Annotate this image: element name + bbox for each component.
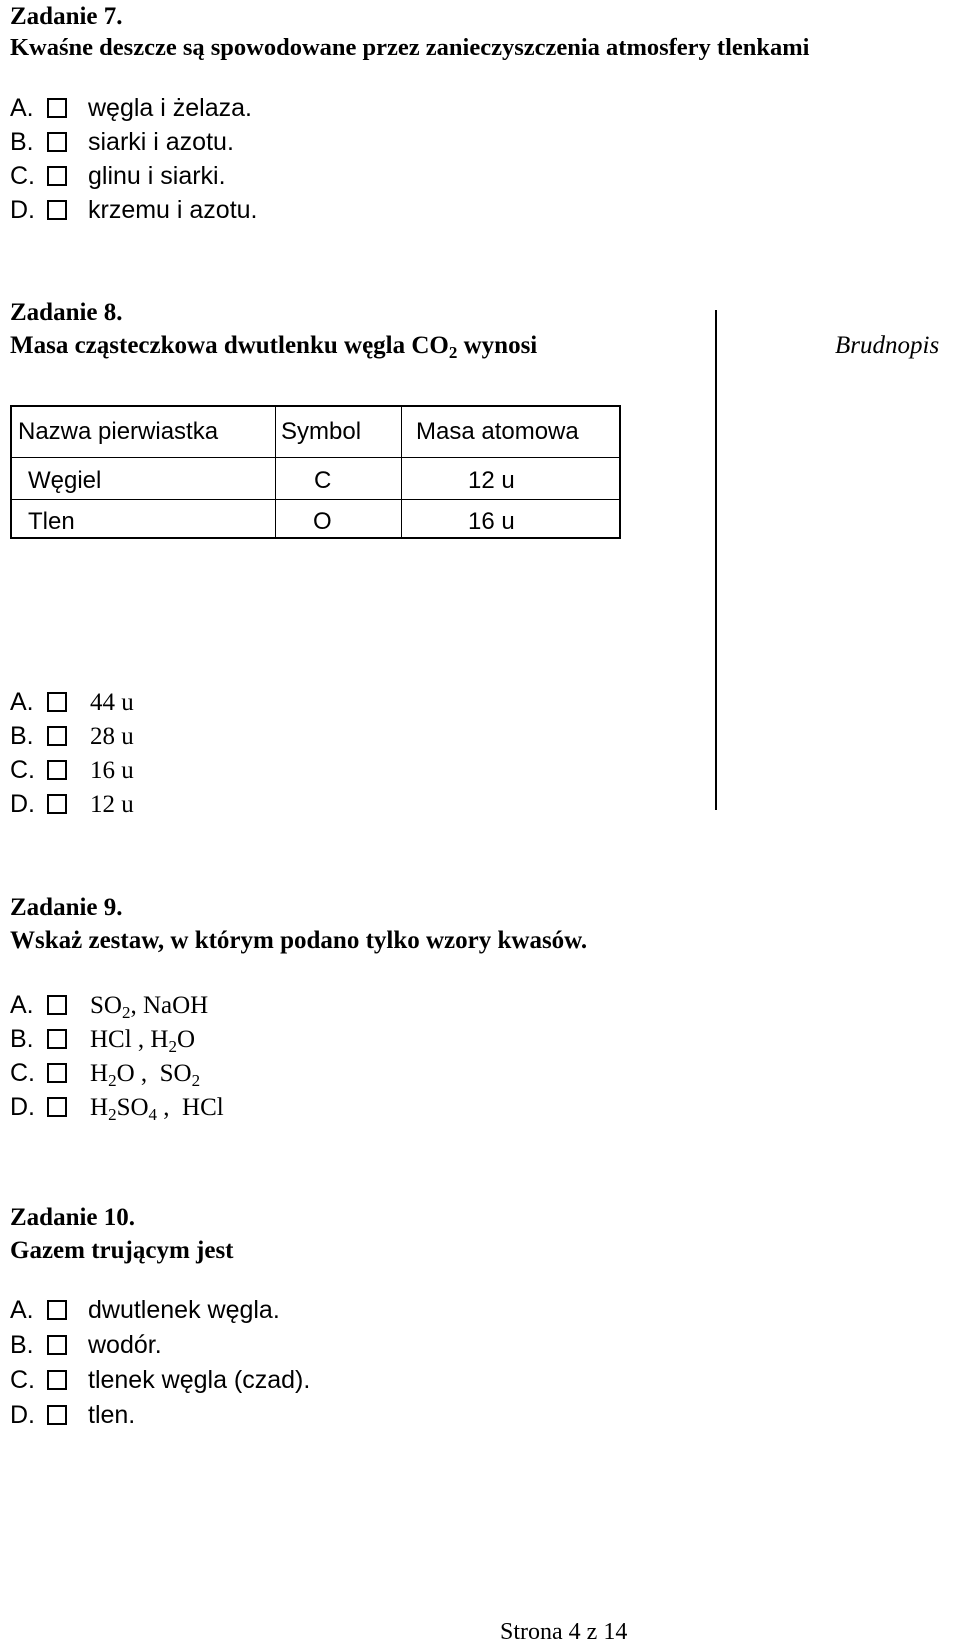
option-letter: C.	[10, 756, 35, 784]
subscript: 2	[448, 343, 458, 362]
option-text: tlen.	[88, 1401, 136, 1429]
table-cell: 12 u	[468, 467, 515, 494]
option-text: tlenek węgla (czad).	[88, 1366, 311, 1394]
checkbox[interactable]	[47, 995, 67, 1015]
task-7-title: Zadanie 7.	[10, 3, 123, 30]
checkbox[interactable]	[47, 1370, 67, 1390]
option-text: krzemu i azotu.	[88, 196, 258, 224]
option-formula: HCl , $H_2O$	[90, 1026, 196, 1056]
table-cell: 16 u	[468, 508, 515, 535]
checkbox[interactable]	[47, 1063, 67, 1083]
scratch-label: Brudnopis	[835, 332, 940, 359]
checkbox[interactable]	[47, 1097, 67, 1117]
checkbox[interactable]	[47, 132, 67, 152]
option-formula: $SO_2$, NaOH	[90, 992, 209, 1022]
checkbox[interactable]	[47, 1300, 67, 1320]
option-letter: D.	[10, 1401, 35, 1429]
task-10-question: Gazem trującym jest	[10, 1237, 234, 1264]
table-header: Nazwa pierwiastka	[18, 418, 219, 445]
table-divider	[275, 407, 276, 537]
task-7-question: Kwaśne deszcze są spowodowane przez zanieczyszczenia atmosfery tlenkami	[10, 34, 810, 61]
task-8-title: Zadanie 8.	[10, 299, 123, 326]
table-cell: Węgiel	[28, 467, 102, 494]
option-letter: B.	[10, 1331, 34, 1359]
checkbox[interactable]	[47, 166, 67, 186]
option-text: dwutlenek węgla.	[88, 1296, 280, 1324]
option-text: 12 u	[90, 791, 134, 818]
checkbox[interactable]	[47, 98, 67, 118]
option-formula: $H_2SO_4$ , HCl	[90, 1094, 224, 1124]
page-number: Strona 4 z 14	[500, 1619, 628, 1645]
option-letter: B.	[10, 722, 34, 750]
table-header: Masa atomowa	[416, 418, 579, 445]
table-cell: O	[313, 508, 332, 535]
table-cell: Tlen	[28, 508, 75, 535]
task-9-question: Wskaż zestaw, w którym podano tylko wzory kwasów.	[10, 927, 588, 954]
checkbox[interactable]	[47, 760, 67, 780]
task-9-title: Zadanie 9.	[10, 894, 123, 921]
checkbox[interactable]	[47, 692, 67, 712]
table-divider	[12, 499, 619, 500]
option-formula: $H_2O$ , $SO_2$	[90, 1060, 201, 1090]
checkbox[interactable]	[47, 1335, 67, 1355]
option-text: 44 u	[90, 689, 134, 716]
checkbox[interactable]	[47, 794, 67, 814]
checkbox[interactable]	[47, 726, 67, 746]
table-header: Symbol	[281, 418, 362, 445]
option-letter: A.	[10, 991, 34, 1019]
option-letter: C.	[10, 1366, 35, 1394]
option-text: 28 u	[90, 723, 134, 750]
option-letter: B.	[10, 128, 34, 156]
option-letter: B.	[10, 1025, 34, 1053]
checkbox[interactable]	[47, 200, 67, 220]
table-cell: C	[314, 467, 332, 494]
option-letter: D.	[10, 196, 35, 224]
task-8-question: Masa cząsteczkowa dwutlenku węgla $CO_2$ wynosi	[10, 332, 538, 362]
option-letter: C.	[10, 1059, 35, 1087]
task-10-title: Zadanie 10.	[10, 1204, 136, 1231]
option-text: siarki i azotu.	[88, 128, 234, 156]
option-text: glinu i siarki.	[88, 162, 226, 190]
option-letter: A.	[10, 1296, 34, 1324]
option-letter: C.	[10, 162, 35, 190]
option-letter: D.	[10, 790, 35, 818]
option-letter: D.	[10, 1093, 35, 1121]
option-letter: A.	[10, 688, 34, 716]
table-divider	[401, 407, 402, 537]
option-text: wodór.	[88, 1331, 162, 1359]
checkbox[interactable]	[47, 1029, 67, 1049]
checkbox[interactable]	[47, 1405, 67, 1425]
table-divider	[12, 457, 619, 458]
atomic-mass-table	[10, 405, 621, 539]
scratch-divider	[715, 310, 717, 810]
option-letter: A.	[10, 94, 34, 122]
option-text: 16 u	[90, 757, 134, 784]
option-text: węgla i żelaza.	[88, 94, 252, 122]
